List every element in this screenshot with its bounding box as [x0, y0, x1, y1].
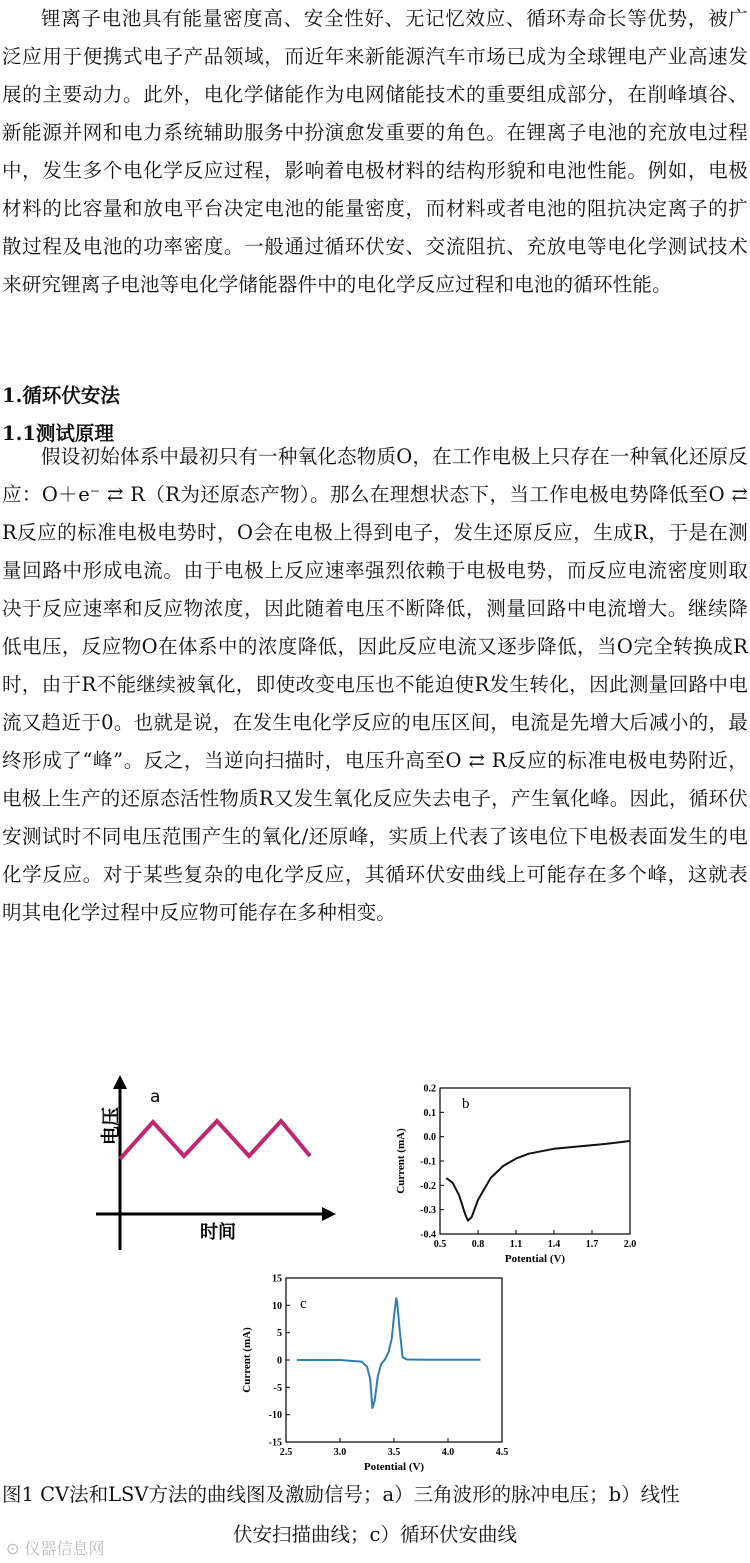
figure-b-ytick-label: -0.1: [420, 1156, 436, 1168]
figure-b-panel-label: b: [462, 1096, 470, 1112]
figure-b-ytick-label: -0.3: [420, 1205, 436, 1217]
figure-b-lsv-chart: [384, 1078, 644, 1268]
figure-b-xtick-label: 1.1: [509, 1239, 523, 1250]
figure-c-xtick-label: 3.5: [387, 1447, 401, 1458]
watermark-icon: ⊙: [6, 1539, 20, 1558]
principle-paragraph: 假设初始体系中最初只有一种氧化态物质O，在工作电极上只存在一种氧化还原反应：O＋e⁻ ⇄ R（R为还原态产物）。那么在理想状态下，当工作电极电势降低至O ⇄ R反应的标准电极电势时，O会在电极上得到电子，发生还原反应，生成R，于是在测量回路中形成电流。由于电极上反应速率强烈依赖于电极电势，而反应电流密度则取决于反应速率和反应物浓度，因此随着电压不断降低，测量回路中电流增大。继续降低电压，反应物O在体系中的浓度降低，因此反应电流又逐步降低，当O完全转换成R时，由于R不能继续被氧化，即使改变电压也不能迫使R发生转化，因此测量回路中电流又趋近于0。也就是说，在发生电化学反应的电压区间，电流是先增大后减小的，最终形成了“峰”。反之，当逆向扫描时，电压升高至O ⇄ R反应的标准电极电势附近，电极上生产的还原态活性物质R又发生氧化反应失去电子，产生氧化峰。因此，循环伏安测试时不同电压范围产生的氧化/还原峰，实质上代表了该电位下电极表面发生的电化学反应。对于某些复杂的电化学反应，其循环伏安曲线上可能存在多个峰，这就表明其电化学过程中反应物可能存在多种相变。: [2, 445, 748, 924]
watermark-text: 仪器信息网: [24, 1539, 105, 1558]
figure-b-xlabel: Potential (V): [504, 1253, 566, 1265]
figure-b-ylabel: Current (mA): [395, 1128, 407, 1194]
figure-caption-line2: 伏安扫描曲线；c）循环伏安曲线: [233, 1523, 517, 1546]
figure-a-triangle-wave: [88, 1075, 338, 1260]
figure-b-ytick-label: 0.1: [423, 1107, 436, 1119]
figure-a-y-arrow: [113, 1075, 127, 1089]
figure-b-ytick-label: 0.2: [423, 1083, 436, 1095]
figure-c-ytick-label: 10: [272, 1300, 282, 1312]
figure-c-xtick-label: 3.0: [333, 1447, 347, 1458]
figure-c-ytick-label: -15: [268, 1437, 282, 1449]
figure-b-xtick-label: 1.7: [585, 1239, 599, 1250]
figure-c-ytick-label: 5: [277, 1328, 282, 1340]
figure-b-xtick-label: 1.4: [547, 1239, 561, 1250]
figure-c-xtick-label: 4.5: [495, 1447, 509, 1458]
figure-c-xlabel: Potential (V): [363, 1461, 425, 1473]
subsection-heading-principle: 1.1测试原理: [2, 422, 114, 445]
figure-a-panel-label: a: [150, 1087, 161, 1107]
figure-c-series-line: [297, 1298, 481, 1408]
figure-c-xtick-label: 4.0: [441, 1447, 455, 1458]
figure-c-ytick-label: 0: [277, 1355, 282, 1367]
figure-b-xtick-label: 0.8: [471, 1239, 485, 1250]
figure-c-xtick-label: 2.5: [279, 1447, 293, 1458]
figure-b-xtick-label: 0.5: [433, 1239, 447, 1250]
figure-c-ytick-label: 15: [272, 1273, 282, 1285]
watermark-logo: [6, 1536, 105, 1559]
figure-b-ytick-label: 0.0: [423, 1132, 436, 1144]
figure-b-ytick-label: -0.2: [420, 1180, 436, 1192]
figure-c-ylabel: Current (mA): [241, 1327, 253, 1393]
figure-b-series-line: [446, 1141, 630, 1221]
intro-paragraph: 锂离子电池具有能量密度高、安全性好、无记忆效应、循环寿命长等优势，被广泛应用于便携式电子产品领域，而近年来新能源汽车市场已成为全球锂电产业高速发展的主要动力。此外，电化学储能作为电网储能技术的重要组成部分，在削峰填谷、新能源并网和电力系统辅助服务中扮演愈发重要的角色。在锂离子电池的充放电过程中，发生多个电化学反应过程，影响着电极材料的结构形貌和电池性能。例如，电极材料的比容量和放电平台决定电池的能量密度，而材料或者电池的阻抗决定离子的扩散过程及电池的功率密度。一般通过循环伏安、交流阻抗、充放电等电化学测试技术来研究锂离子电池等电化学储能器件中的电化学反应过程和电池的循环性能。: [2, 7, 748, 296]
figure-b-ytick-label: -0.4: [420, 1229, 436, 1241]
figure-a-xlabel: 时间: [200, 1222, 236, 1243]
figure-c-ytick-label: -10: [268, 1410, 282, 1422]
figure-c-ytick-label: -5: [273, 1382, 282, 1394]
figure-caption-line1: 图1 CV法和LSV方法的曲线图及激励信号；a）三角波形的脉冲电压；b）线性: [2, 1483, 680, 1506]
figure-b-xtick-label: 2.0: [623, 1239, 637, 1250]
figure-c-panel-label: c: [300, 1296, 307, 1312]
figure-a-ylabel: 电压: [100, 1106, 122, 1145]
figure-a-x-arrow: [322, 1207, 336, 1221]
figure-c-cv-chart: [236, 1272, 516, 1480]
triangle-wave-line: [120, 1121, 310, 1159]
section-heading-cv: 1.循环伏安法: [2, 384, 120, 407]
